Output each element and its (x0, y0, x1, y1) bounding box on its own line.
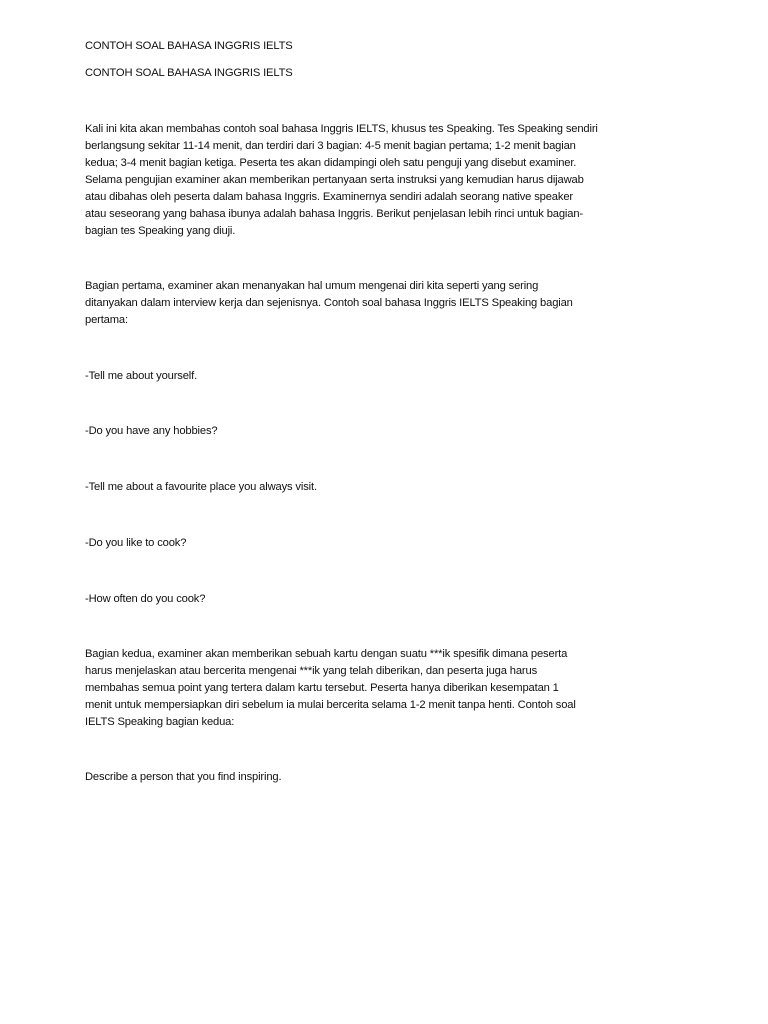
text-line: harus menjelaskan atau bercerita mengenai ***ik yang telah diberikan, dan peserta juga harus (85, 665, 538, 677)
question-item: -Tell me about a favourite place you always visit. (85, 481, 317, 493)
text-line: atau seseorang yang bahasa ibunya adalah bahasa Inggris. Berikut penjelasan lebih rinci untuk bagian- (85, 208, 583, 220)
document-title: CONTOH SOAL BAHASA INGGRIS IELTS (85, 40, 293, 52)
text-line: kedua; 3-4 menit bagian ketiga. Peserta tes akan didampingi oleh satu penguji yang disebut examiner. (85, 157, 577, 169)
text-line: IELTS Speaking bagian kedua: (85, 716, 235, 728)
question-item: -Do you like to cook? (85, 537, 187, 549)
question-item: -How often do you cook? (85, 593, 206, 605)
part-one-paragraph (85, 278, 573, 329)
text-line: Selama pengujian examiner akan memberikan pertanyaan serta instruksi yang kemudian harus dijawab (85, 174, 584, 186)
part-two-paragraph (85, 646, 576, 731)
text-line: Bagian pertama, examiner akan menanyakan hal umum mengenai diri kita seperti yang sering (85, 280, 539, 292)
text-line: berlangsung sekitar 11-14 menit, dan terdiri dari 3 bagian: 4-5 menit bagian pertama; 1-2 menit bagian (85, 140, 576, 152)
text-line: menit untuk mempersiapkan diri sebelum ia mulai bercerita selama 1-2 menit tanpa henti. Contoh soal (85, 699, 576, 711)
text-line: Kali ini kita akan membahas contoh soal bahasa Inggris IELTS, khusus tes Speaking. Tes Speaking sendiri (85, 123, 598, 135)
intro-paragraph (85, 121, 598, 240)
question-item: -Tell me about yourself. (85, 370, 198, 382)
question-item: -Do you have any hobbies? (85, 425, 218, 437)
text-line: atau dibahas oleh peserta dalam bahasa Inggris. Examinernya sendiri adalah seorang native speaker (85, 191, 573, 203)
text-line: pertama: (85, 314, 128, 326)
text-line: bagian tes Speaking yang diuji. (85, 225, 236, 237)
text-line: ditanyakan dalam interview kerja dan sejenisnya. Contoh soal bahasa Inggris IELTS Speaking bagian (85, 297, 573, 309)
example-question: Describe a person that you find inspiring. (85, 771, 282, 783)
document-subtitle: CONTOH SOAL BAHASA INGGRIS IELTS (85, 67, 293, 79)
text-line: membahas semua point yang tertera dalam kartu tersebut. Peserta hanya diberikan kesempatan 1 (85, 682, 559, 694)
text-line: Bagian kedua, examiner akan memberikan sebuah kartu dengan suatu ***ik spesifik dimana peserta (85, 648, 568, 660)
